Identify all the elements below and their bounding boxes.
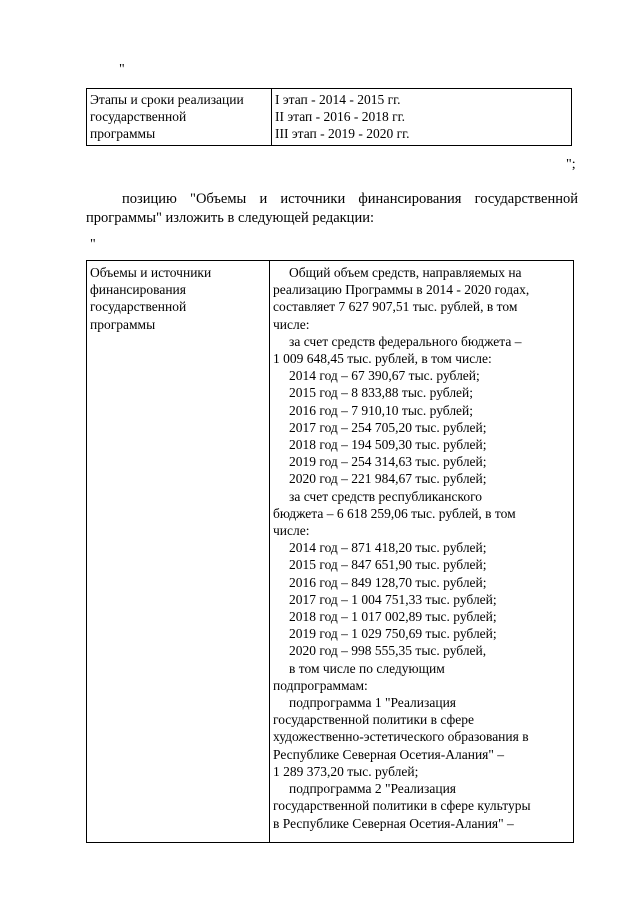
closing-quote: "; — [566, 157, 576, 172]
stages-table — [86, 88, 572, 146]
funding-line: 2019 год – 254 314,63 тыс. рублей; — [289, 454, 487, 470]
stage-line: II этап - 2016 - 2018 гг. — [275, 109, 406, 125]
label-line: государственной — [90, 109, 187, 125]
funding-label-cell — [87, 261, 270, 843]
funding-line: 2017 год – 1 004 751,33 тыс. рублей; — [289, 591, 497, 607]
funding-line: 2019 год – 1 029 750,69 тыс. рублей; — [289, 626, 497, 642]
label-line: Этапы и сроки реализации — [90, 92, 244, 107]
funding-line: за счет средств федерального бюджета – — [289, 333, 522, 349]
funding-line: в том числе по следующим — [289, 660, 445, 676]
instruction-paragraph — [86, 190, 578, 228]
funding-line: 2014 год – 871 418,20 тыс. рублей; — [289, 540, 487, 556]
label-line: программы — [90, 126, 156, 142]
funding-line: 2014 год – 67 390,67 тыс. рублей; — [289, 368, 480, 384]
funding-line: 1 289 373,20 тыс. рублей; — [273, 763, 419, 779]
funding-line: 2020 год – 221 984,67 тыс. рублей; — [289, 471, 487, 487]
funding-line: бюджета – 6 618 259,06 тыс. рублей, в том — [273, 505, 516, 521]
table-row — [87, 89, 572, 146]
funding-line: составляет 7 627 907,51 тыс. рублей, в том — [273, 299, 518, 315]
funding-line: подпрограмма 2 "Реализация — [289, 781, 456, 797]
stages-label-cell — [87, 89, 272, 146]
instruction-text: позицию "Объемы и источники финансирования государственной программы" изложить в следующей редакции: — [86, 191, 578, 226]
funding-line: 2018 год – 194 509,30 тыс. рублей; — [289, 437, 487, 453]
funding-table — [86, 260, 574, 843]
table-row — [87, 261, 574, 843]
funding-line: подпрограмма 1 "Реализация — [289, 695, 456, 711]
funding-line: 2018 год – 1 017 002,89 тыс. рублей; — [289, 609, 497, 625]
funding-line: 2020 год – 998 555,35 тыс. рублей, — [289, 643, 487, 659]
stage-line: III этап - 2019 - 2020 гг. — [275, 126, 410, 142]
funding-line: Общий объем средств, направляемых на — [289, 265, 522, 280]
stages-value-cell — [272, 89, 572, 146]
label-line: государственной — [90, 299, 187, 315]
funding-line: за счет средств республиканского — [289, 488, 483, 504]
opening-quote: " — [119, 62, 125, 77]
funding-line: числе: — [273, 316, 310, 332]
funding-line: 2015 год – 8 833,88 тыс. рублей; — [289, 385, 474, 401]
funding-line: государственной политики в сфере культуры — [273, 798, 531, 814]
funding-line: государственной политики в сфере — [273, 712, 475, 728]
funding-line: числе: — [273, 523, 310, 539]
label-line: финансирования — [90, 282, 186, 298]
label-line: Объемы и источники — [90, 265, 212, 280]
funding-line: 1 009 648,45 тыс. рублей, в том числе: — [273, 351, 492, 367]
funding-line: Республике Северная Осетия-Алания" – — [273, 746, 505, 762]
funding-line: 2016 год – 7 910,10 тыс. рублей; — [289, 402, 474, 418]
opening-quote-2: " — [90, 237, 96, 252]
stage-line: I этап - 2014 - 2015 гг. — [275, 92, 401, 107]
funding-line: 2015 год – 847 651,90 тыс. рублей; — [289, 557, 487, 573]
label-line: программы — [90, 316, 156, 332]
funding-line: 2016 год – 849 128,70 тыс. рублей; — [289, 574, 487, 590]
funding-line: реализацию Программы в 2014 - 2020 годах, — [273, 282, 530, 298]
funding-line: в Республике Северная Осетия-Алания" – — [273, 815, 514, 831]
funding-line: подпрограммам: — [273, 677, 368, 693]
funding-line: 2017 год – 254 705,20 тыс. рублей; — [289, 419, 487, 435]
funding-value-cell — [270, 261, 574, 843]
funding-line: художественно-эстетического образования в — [273, 729, 529, 745]
